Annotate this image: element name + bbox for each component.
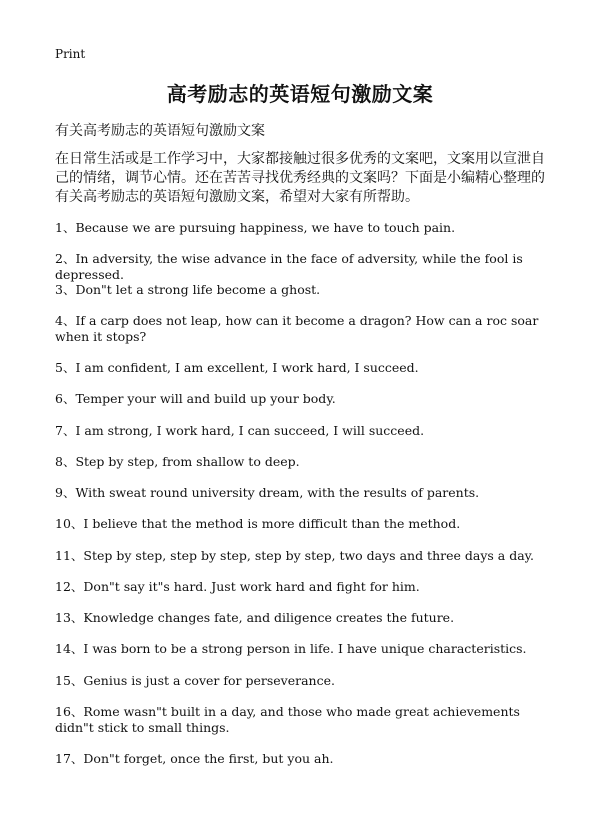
- list-item: 15、Genius is just a cover for perseverance.: [55, 673, 335, 688]
- list-item: 16、Rome wasn"t built in a day, and those who made great achievements didn"t stick to small things.: [55, 704, 520, 735]
- subtitle: 有关高考励志的英语短句激励文案: [55, 123, 265, 139]
- intro-paragraph: 在日常生活或是工作学习中，大家都接触过很多优秀的文案吧，文案用以宣泄自己的情绪，调节心情。还在苦苦寻找优秀经典的文案吗？下面是小编精心整理的有关高考励志的英语短句激励文案，希望对大家有所帮助。: [55, 151, 545, 205]
- list-item: 17、Don"t forget, once the first, but you ah.: [55, 751, 334, 766]
- list-item: 2、In adversity, the wise advance in the face of adversity, while the fool is depressed.: [55, 251, 523, 282]
- list-item: 3、Don"t let a strong life become a ghost.: [55, 282, 321, 297]
- list-item: 13、Knowledge changes fate, and diligence creates the future.: [55, 610, 455, 625]
- list-item: 9、With sweat round university dream, with the results of parents.: [55, 485, 480, 500]
- list-item: 8、Step by step, from shallow to deep.: [55, 454, 300, 469]
- list-item: 10、I believe that the method is more difficult than the method.: [55, 516, 461, 531]
- list-item: 14、I was born to be a strong person in life. I have unique characteristics.: [55, 641, 527, 656]
- list-item: 5、I am confident, I am excellent, I work hard, I succeed.: [55, 360, 419, 375]
- list-item: 11、Step by step, step by step, step by step, two days and three days a day.: [55, 548, 535, 563]
- list-item: 7、I am strong, I work hard, I can succeed, I will succeed.: [55, 423, 425, 438]
- list-item: 12、Don"t say it"s hard. Just work hard and fight for him.: [55, 579, 420, 594]
- page-title: 高考励志的英语短句激励文案: [166, 82, 434, 106]
- list-item: 4、If a carp does not leap, how can it become a dragon? How can a roc soar when it stops?: [55, 313, 539, 344]
- print-link[interactable]: Print: [55, 47, 86, 61]
- list-item: 1、Because we are pursuing happiness, we have to touch pain.: [55, 220, 456, 235]
- list-item: 6、Temper your will and build up your body.: [55, 391, 336, 406]
